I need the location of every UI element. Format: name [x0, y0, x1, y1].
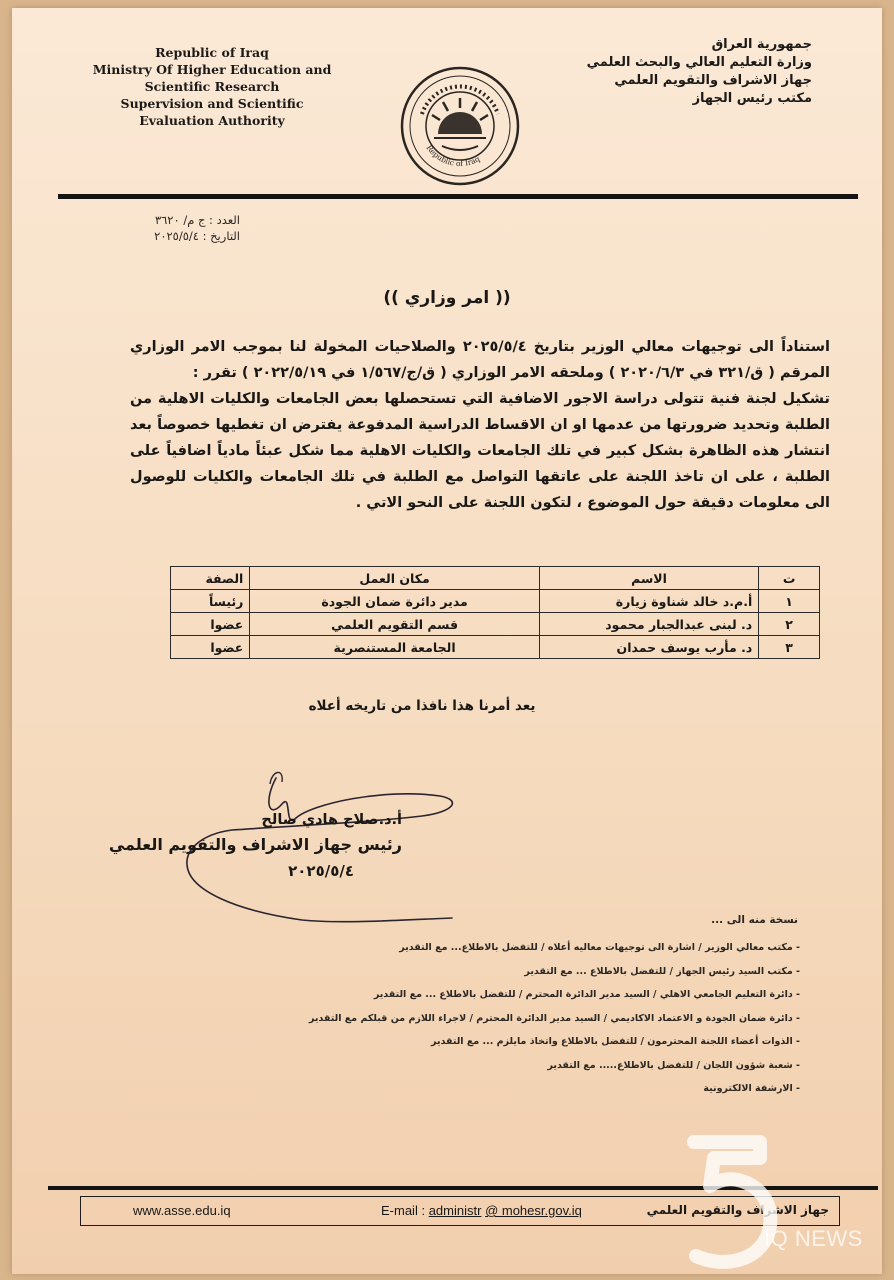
header-divider — [58, 194, 858, 199]
header-english-line: Scientific Research — [144, 79, 280, 94]
order-body — [130, 334, 830, 516]
row-number: ١ — [759, 590, 820, 613]
table-header-row — [171, 567, 820, 590]
list-item: - دائرة التعليم الجامعي الاهلي / السيد مدير الدائرة المحترم / للتفضل بالاطلاع ... مع التقدير — [373, 989, 800, 1000]
list-item: - مكتب معالي الوزير / اشارة الى توجيهات معاليه أعلاه / للتفضل بالاطلاع... مع التقدير — [399, 942, 800, 953]
signatory-date: ٢٠٢٥/٥/٤ — [288, 862, 354, 880]
table-header-cell: الاسم — [539, 567, 758, 590]
table-header-cell: ت — [759, 567, 820, 590]
member-role: عضوا — [171, 636, 250, 659]
header-arabic-line: جهاز الاشراف والتقويم العلمي — [614, 73, 812, 88]
list-item: - الارشفة الالكترونية — [703, 1083, 800, 1094]
member-name: د. لبنى عبدالجبار محمود — [539, 613, 758, 636]
row-number: ٢ — [759, 613, 820, 636]
copies-heading: نسخة منه الى ... — [711, 914, 798, 926]
member-workplace: مدير دائرة ضمان الجودة — [250, 590, 539, 613]
effective-note: يعد أمرنا هذا نافذا من تاريخه أعلاه — [308, 698, 536, 714]
header-english-line: Evaluation Authority — [139, 113, 285, 128]
header-arabic-line: جمهورية العراق — [711, 37, 812, 52]
table-row — [171, 613, 820, 636]
footer-divider — [48, 1186, 878, 1190]
footer — [80, 1196, 840, 1226]
row-number: ٣ — [759, 636, 820, 659]
signatory-name: أ.د.صلاح هادي صالح — [261, 812, 402, 828]
ministry-seal-logo — [398, 64, 522, 188]
member-name: د. مأرب يوسف حمدان — [539, 636, 758, 659]
table-row — [171, 636, 820, 659]
reference-block — [154, 212, 240, 244]
table-header-cell: الصفة — [171, 567, 250, 590]
table-header-cell: مكان العمل — [250, 567, 539, 590]
header-english — [82, 44, 342, 129]
list-item: - دائرة ضمان الجودة و الاعتماد الاكاديمي / السيد مدير الدائرة المحترم / لاجراء اللازم من قبلكم مع التقدير — [308, 1012, 800, 1024]
member-role: عضوا — [171, 613, 250, 636]
document-page — [12, 8, 882, 1274]
order-title: (( امر وزاري )) — [383, 288, 511, 308]
signatory-block — [109, 808, 402, 884]
watermark-text: IQ NEWS — [764, 1226, 863, 1251]
header-arabic — [582, 36, 812, 108]
footer-website-link[interactable]: www.asse.edu.iq — [133, 1203, 231, 1218]
header-english-line: Republic of Iraq — [155, 45, 269, 60]
body-paragraph: تشكيل لجنة فنية تتولى دراسة الاجور الاضافية التي تستحصلها بعض الجامعات والكليات الاهلية من الطلبة وتحديد ضرورتها من عدمها او ان الاقساط الدراسية المدفوعة يفترض ان تغطيها خصوصاً بعد انتشار هذه الظاهرة بشكل كبير في تلك الجامعات والكليات الاهلية مما شكل عبئاً مادياً اضافياً على الطلبة ، على ان تاخذ اللجنة على عاتقها التواصل مع الطلبة في تلك الجامعات والكليات للوصول الى معلومات دقيقة حول الموضوع ، لتكون اللجنة على النحو الاتي . — [130, 391, 830, 511]
email-label: E-mail : — [381, 1203, 426, 1218]
header-english-line: Supervision and Scientific — [120, 96, 304, 111]
footer-authority-name: جهاز الاشراف والتقويم العلمي — [646, 1203, 829, 1217]
footer-email[interactable] — [381, 1203, 582, 1218]
list-item: - مكتب السيد رئيس الجهاز / للتفضل بالاطلاع ... مع التقدير — [524, 965, 800, 977]
email-domain: @ mohesr.gov.iq — [485, 1203, 582, 1218]
list-item: - الذوات أعضاء اللجنة المحترمون / للتفضل بالاطلاع واتخاذ مايلزم ... مع التقدير — [431, 1036, 800, 1047]
member-role: رئيساً — [171, 590, 250, 613]
seal-text: Republic of Iraq — [424, 143, 482, 169]
copies-list — [280, 936, 800, 1101]
member-name: أ.م.د خالد شناوة زيارة — [539, 590, 758, 613]
body-paragraph: استناداً الى توجيهات معالي الوزير بتاريخ ٢٠٢٥/٥/٤ والصلاحيات المخولة لنا بموجب الامر الوزاري المرقم ( ق/٣٢١ في ٢٠٢٠/٦/٣ ) وملحقه الامر الوزاري ( ق/ج/١/٥٦٧ في ٢٠٢٢/٥/١٩ ) تقرر : — [130, 339, 830, 381]
header-arabic-line: وزارة التعليم العالي والبحث العلمي — [586, 55, 812, 70]
header-english-line: Ministry Of Higher Education and — [92, 62, 332, 77]
reference-number: العدد : ج م/ ٣٦٢٠ — [154, 213, 240, 227]
email-user: administr — [428, 1203, 482, 1218]
list-item: - شعبة شؤون اللجان / للتفضل بالاطلاع..... مع التقدير — [547, 1059, 800, 1071]
committee-table — [170, 566, 820, 659]
table-row — [171, 590, 820, 613]
header-arabic-line: مكتب رئيس الجهاز — [692, 91, 812, 106]
member-workplace: الجامعة المستنصرية — [250, 636, 539, 659]
reference-date: التاريخ : ٢٠٢٥/٥/٤ — [154, 229, 240, 243]
member-workplace: قسم التقويم العلمي — [250, 613, 539, 636]
signatory-title: رئيس جهاز الاشراف والتقويم العلمي — [108, 835, 402, 854]
